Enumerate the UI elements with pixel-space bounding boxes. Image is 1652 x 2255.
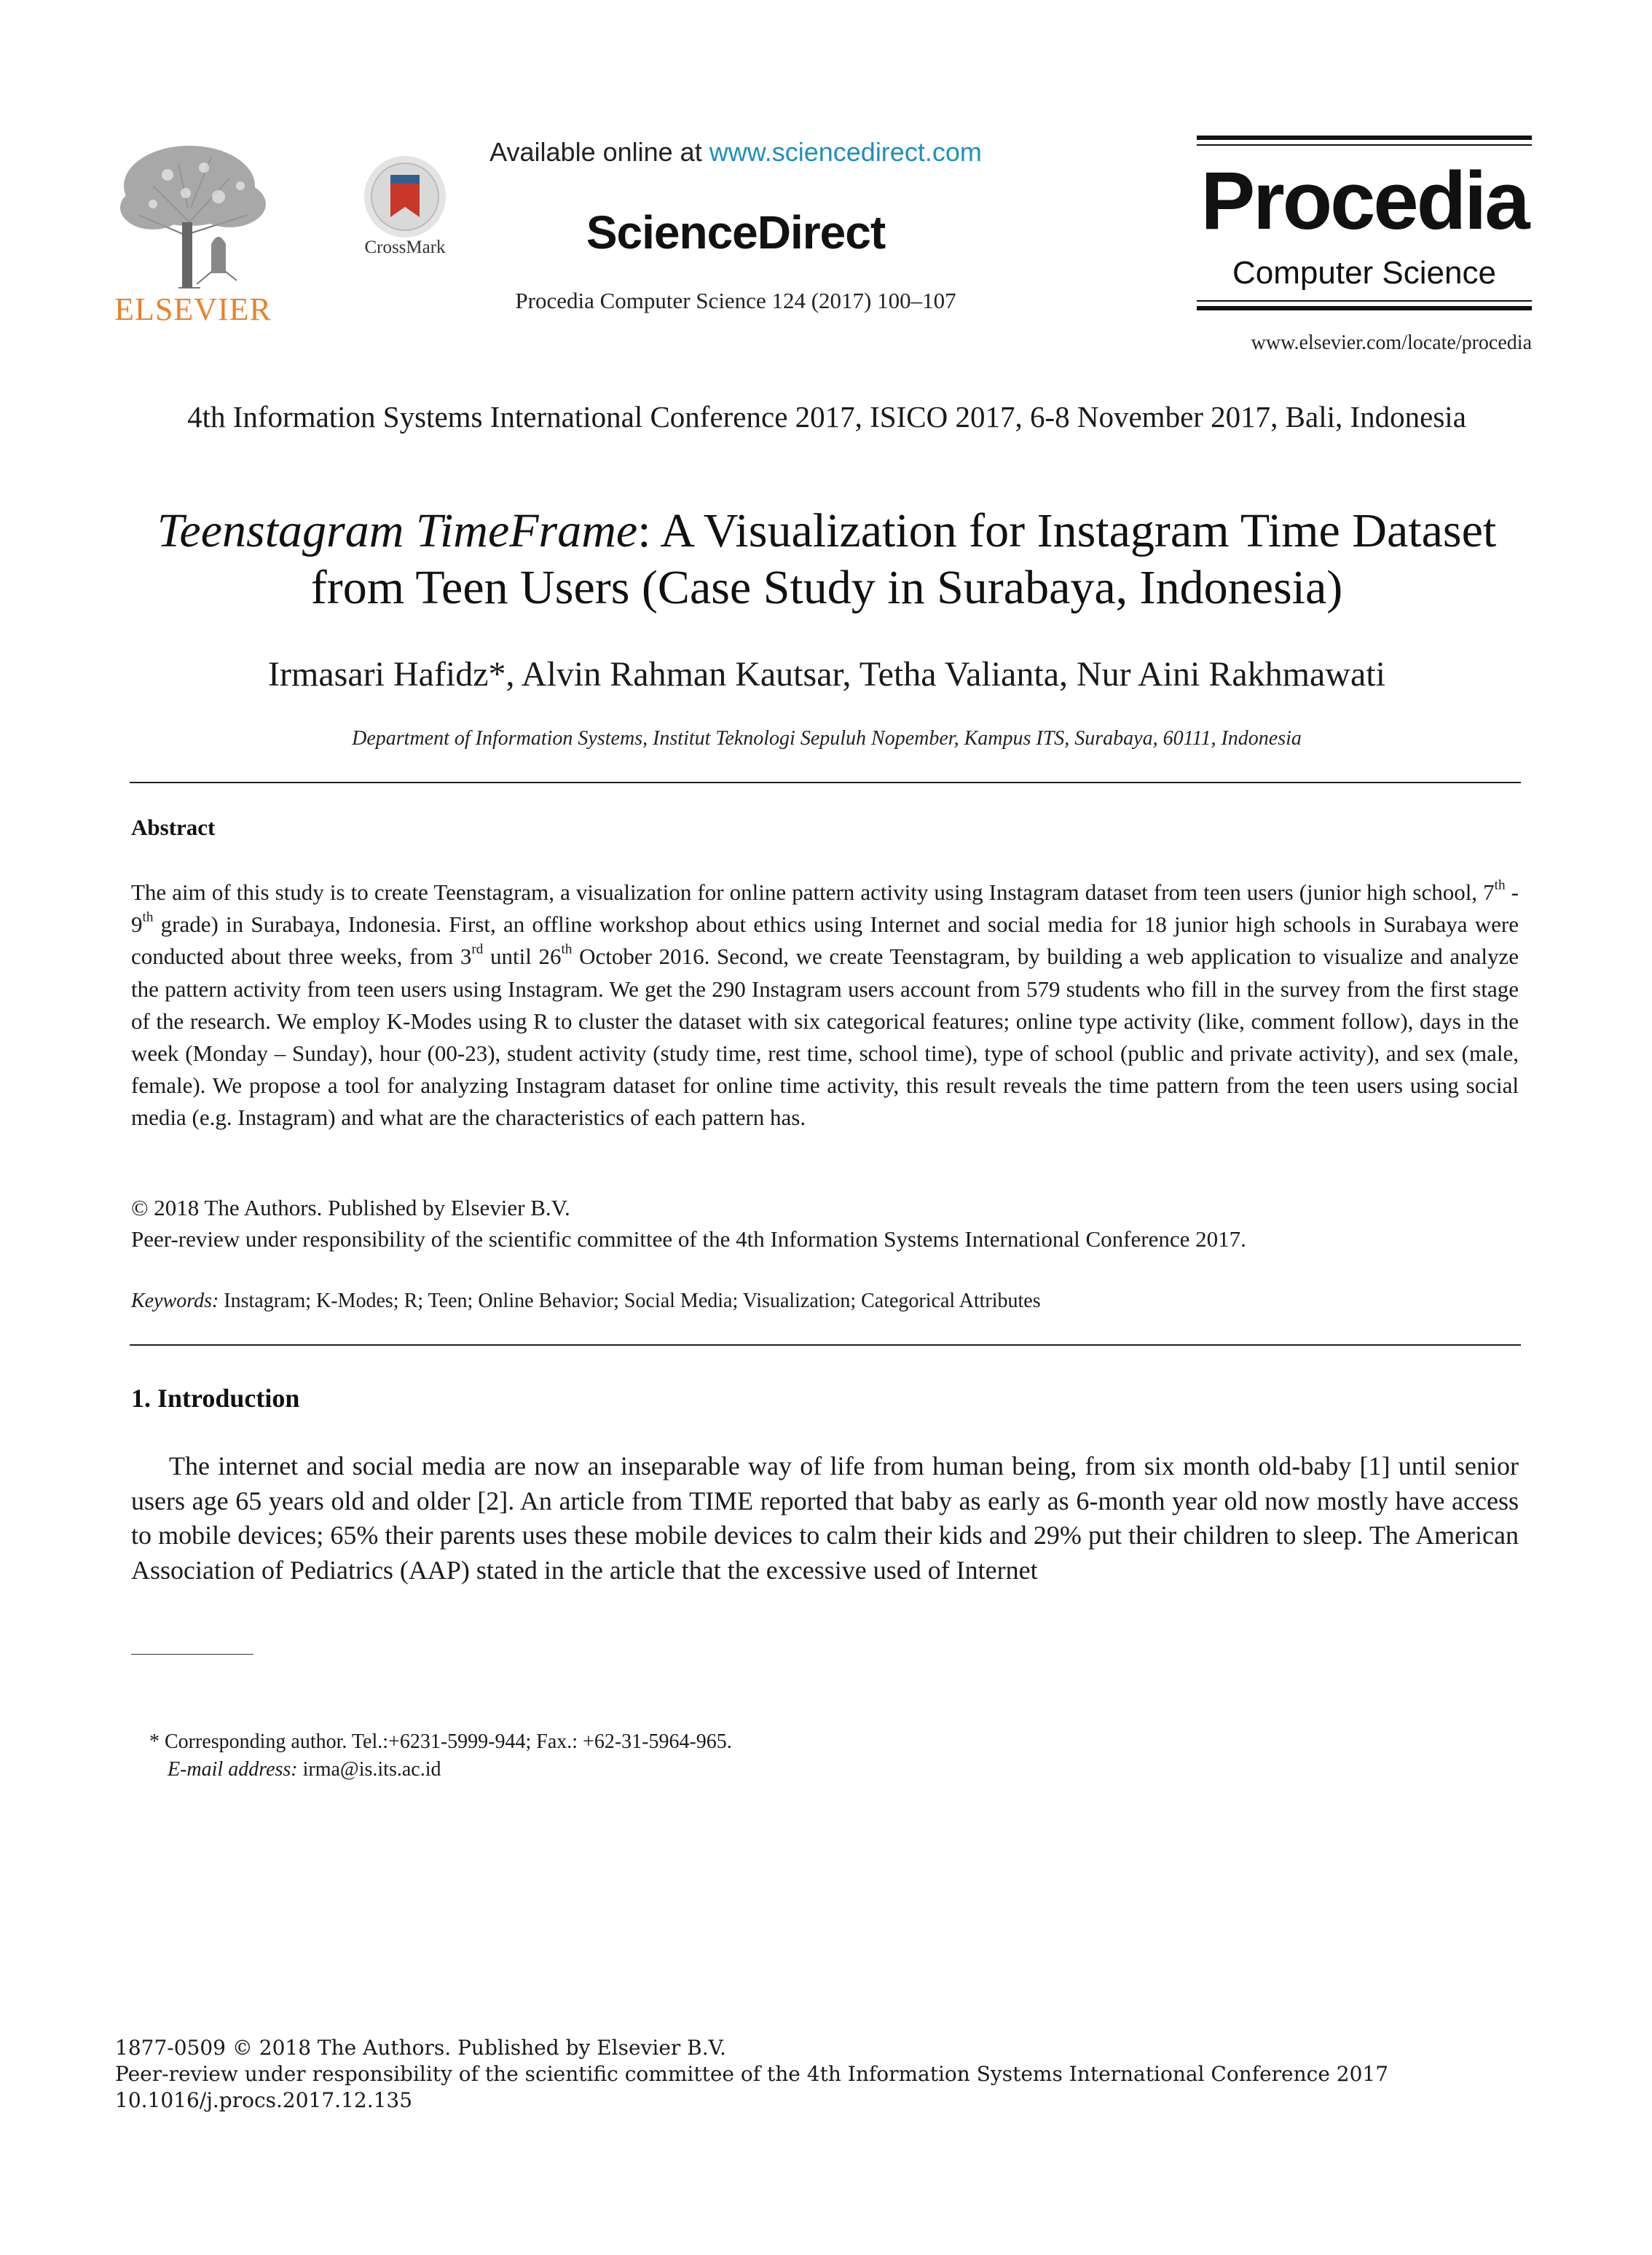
- crossmark-label: CrossMark: [364, 238, 446, 257]
- introduction-heading: 1. Introduction: [131, 1384, 300, 1413]
- keywords-label: Keywords:: [131, 1290, 219, 1312]
- email-address[interactable]: irma@is.its.ac.id: [297, 1758, 441, 1781]
- procedia-url[interactable]: www.elsevier.com/locate/procedia: [1251, 332, 1532, 354]
- keywords-line: [131, 1290, 1041, 1313]
- journal-citation: Procedia Computer Science 124 (2017) 100–107: [515, 288, 956, 313]
- abstract-sup-3: rd: [471, 942, 484, 957]
- paper-title: [109, 503, 1544, 616]
- abstract-sup-4: th: [561, 942, 573, 957]
- crossmark-icon: [361, 153, 449, 240]
- footer-peer-review: Peer-review under responsibility of the scientific committee of the 4th Information Systems International Conference 2017: [115, 2062, 1389, 2086]
- procedia-logo: [1197, 136, 1532, 325]
- abstract-text-1: The aim of this study is to create Teenstagram, a visualization for online pattern activity using Instagram dataset from teen users (junior high school, 7: [131, 879, 1495, 905]
- email-label: E-mail address:: [168, 1758, 298, 1781]
- author-list: Irmasari Hafidz*, Alvin Rahman Kautsar, Tetha Valianta, Nur Aini Rakhmawati: [268, 655, 1385, 694]
- procedia-title: Procedia: [1200, 155, 1528, 246]
- abstract-body: [131, 876, 1519, 1134]
- abstract-text-4: until 26: [483, 944, 562, 970]
- bottom-divider: [130, 1344, 1521, 1346]
- conference-line: 4th Information Systems International Conference 2017, ISICO 2017, 6-8 November 2017, Bali, Indonesia: [187, 400, 1466, 434]
- available-prefix: Available online at: [489, 137, 709, 167]
- elsevier-logo: [109, 135, 277, 327]
- affiliation: Department of Information Systems, Institut Teknologi Sepuluh Nopember, Kampus ITS, Surabaya, 60111, Indonesia: [352, 727, 1302, 750]
- abstract-sup-2: th: [142, 909, 154, 925]
- top-divider: [130, 782, 1521, 783]
- footnote-corresponding: * Corresponding author. Tel.:+6231-5999-944; Fax.: +62-31-5964-965.: [149, 1730, 732, 1753]
- footnote-rule: [131, 1654, 253, 1655]
- abstract-heading: Abstract: [131, 815, 216, 840]
- introduction-body: The internet and social media are now an inseparable way of life from human being, from six month old-baby [1] until senior users age 65 years old and older [2]. An article from TIME reported that baby as early as 6-month year old now mostly have access to mobile devices; 65% their parents uses these mobile devices to calm their kids and 29% put their children to sleep. The American Association of Pediatrics (AAP) stated in the article that the excessive used of Internet: [131, 1451, 1519, 1585]
- footer-doi[interactable]: 10.1016/j.procs.2017.12.135: [115, 2088, 413, 2112]
- footer-issn: 1877-0509 © 2018 The Authors. Published by Elsevier B.V.: [115, 2036, 726, 2060]
- footnote-email: [168, 1758, 441, 1781]
- peer-review-line: Peer-review under responsibility of the scientific committee of the 4th Information Systems International Conference 2017.: [131, 1226, 1246, 1252]
- crossmark-badge[interactable]: [354, 153, 456, 262]
- elsevier-wordmark: ELSEVIER: [114, 291, 272, 327]
- abstract-sup-1: th: [1494, 877, 1506, 893]
- available-online: [466, 137, 1005, 168]
- sciencedirect-link[interactable]: www.sciencedirect.com: [709, 137, 982, 167]
- abstract-text-2: - 9: [131, 879, 1519, 938]
- abstract-text-5: October 2016. Second, we create Teenstagram, by building a web application to visualize and analyze the pattern activity from teen users using Instagram. We get the 290 Instagram users account from 579 students who fill in the survey from the first stage of the research. We employ K-Modes using R to cluster the dataset with six categorical features; online type activity (like, comment follow), days in the week (Monday – Sunday), hour (00-23), student activity (study time, rest time, school time), type of school (public and private activity), and sex (male, female). We propose a tool for analyzing Instagram dataset for online time activity, this result reveals the time pattern from the teen users using social media (e.g. Instagram) and what are the characteristics of each pattern has.: [131, 944, 1519, 1131]
- copyright-line: © 2018 The Authors. Published by Elsevier B.V.: [131, 1195, 570, 1220]
- paper-title-rest: : A Visualization for Instagram Time Dataset from Teen Users (Case Study in Surabaya, Indonesia): [310, 504, 1497, 614]
- sciencedirect-wordmark: ScienceDirect: [586, 206, 886, 259]
- keywords-text: Instagram; K-Modes; R; Teen; Online Behavior; Social Media; Visualization; Categorical Attributes: [219, 1290, 1041, 1312]
- procedia-subtitle: Computer Science: [1232, 255, 1496, 291]
- paper-title-italic: Teenstagram TimeFrame: [157, 504, 638, 557]
- abstract-text-3: grade) in Surabaya, Indonesia. First, an offline workshop about ethics using Internet and social media for 18 junior high schools in Surabaya were conducted about three weeks, from 3: [131, 911, 1519, 970]
- elsevier-tree-icon: [109, 135, 277, 291]
